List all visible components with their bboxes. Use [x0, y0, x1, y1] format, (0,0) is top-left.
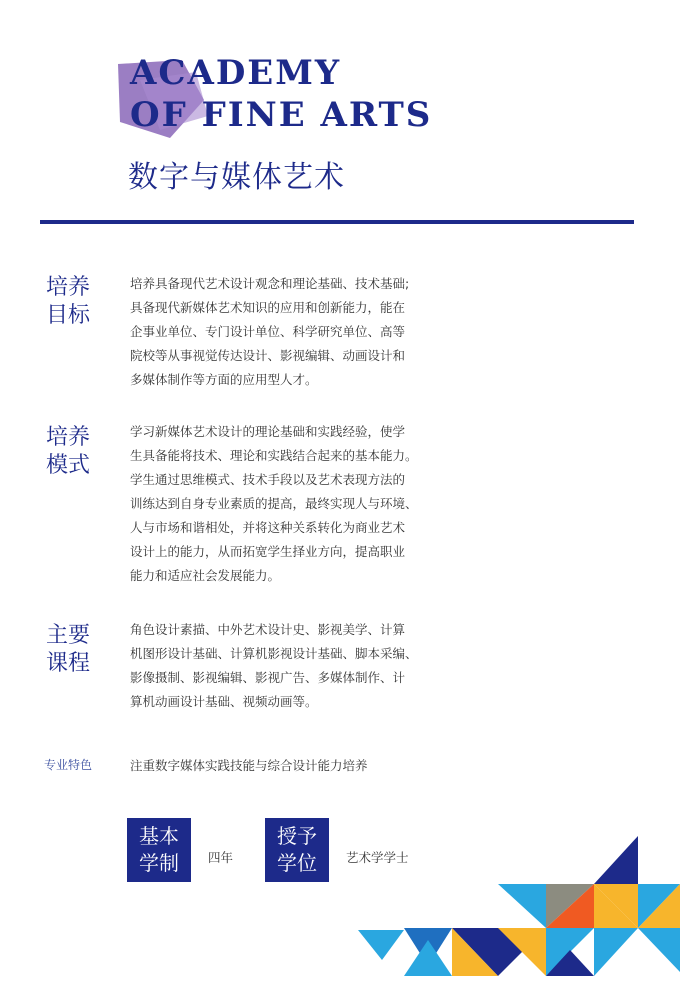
section-title-line: 课程 — [46, 651, 91, 676]
body-line: 训练达到自身专业素质的提高，最终实现人与环境、 — [130, 496, 418, 511]
box-line: 授予 — [277, 824, 317, 848]
box-line: 学位 — [277, 851, 317, 875]
page-title: 数字与媒体艺术 — [128, 160, 345, 195]
logo-text-line1: ACADEMY — [130, 53, 342, 93]
section-title-line: 模式 — [46, 453, 91, 478]
feature-text: 注重数字媒体实践技能与综合设计能力培养 — [130, 758, 368, 773]
degree-value: 艺术学学士 — [346, 850, 409, 865]
section-title-line: 主要 — [46, 623, 91, 648]
body-line: 具备现代新媒体艺术知识的应用和创新能力，能在 — [130, 300, 406, 315]
body-line: 企事业单位、专门设计单位、科学研究单位、高等 — [130, 324, 406, 339]
section-title-line: 目标 — [46, 303, 91, 328]
duration-value: 四年 — [208, 850, 234, 865]
body-line: 学生通过思维模式、技术手段以及艺术表现方法的 — [130, 472, 406, 487]
section-title-line: 培养 — [46, 425, 91, 450]
section-title-line: 培养 — [46, 275, 91, 300]
body-line: 影像摄制、影视编辑、影视广告、多媒体制作、计 — [130, 670, 406, 685]
feature-label: 专业特色 — [44, 758, 93, 772]
body-line: 培养具备现代艺术设计观念和理论基础、技术基础; — [130, 276, 410, 291]
box-line: 基本 — [139, 824, 179, 848]
body-line: 人与市场和谐相处，并将这种关系转化为商业艺术 — [130, 520, 406, 535]
body-line: 能力和适应社会发展能力。 — [130, 568, 281, 583]
body-line: 角色设计素描、中外艺术设计史、影视美学、计算 — [130, 622, 406, 637]
body-line: 院校等从事视觉传达设计、影视编辑、动画设计和 — [130, 348, 406, 363]
box-line: 学制 — [139, 851, 179, 875]
logo-text-line2: OF FINE ARTS — [130, 95, 433, 135]
body-line: 多媒体制作等方面的应用型人才。 — [130, 372, 318, 387]
body-line: 设计上的能力，从而拓宽学生择业方向，提高职业 — [130, 544, 406, 559]
body-line: 算机动画设计基础、视频动画等。 — [130, 694, 318, 709]
body-line: 学习新媒体艺术设计的理论基础和实践经验，使学 — [130, 424, 406, 439]
body-line: 生具备能将技术、理论和实践结合起来的基本能力。 — [130, 448, 418, 463]
body-line: 机图形设计基础、计算机影视设计基础、脚本采编、 — [130, 646, 418, 661]
